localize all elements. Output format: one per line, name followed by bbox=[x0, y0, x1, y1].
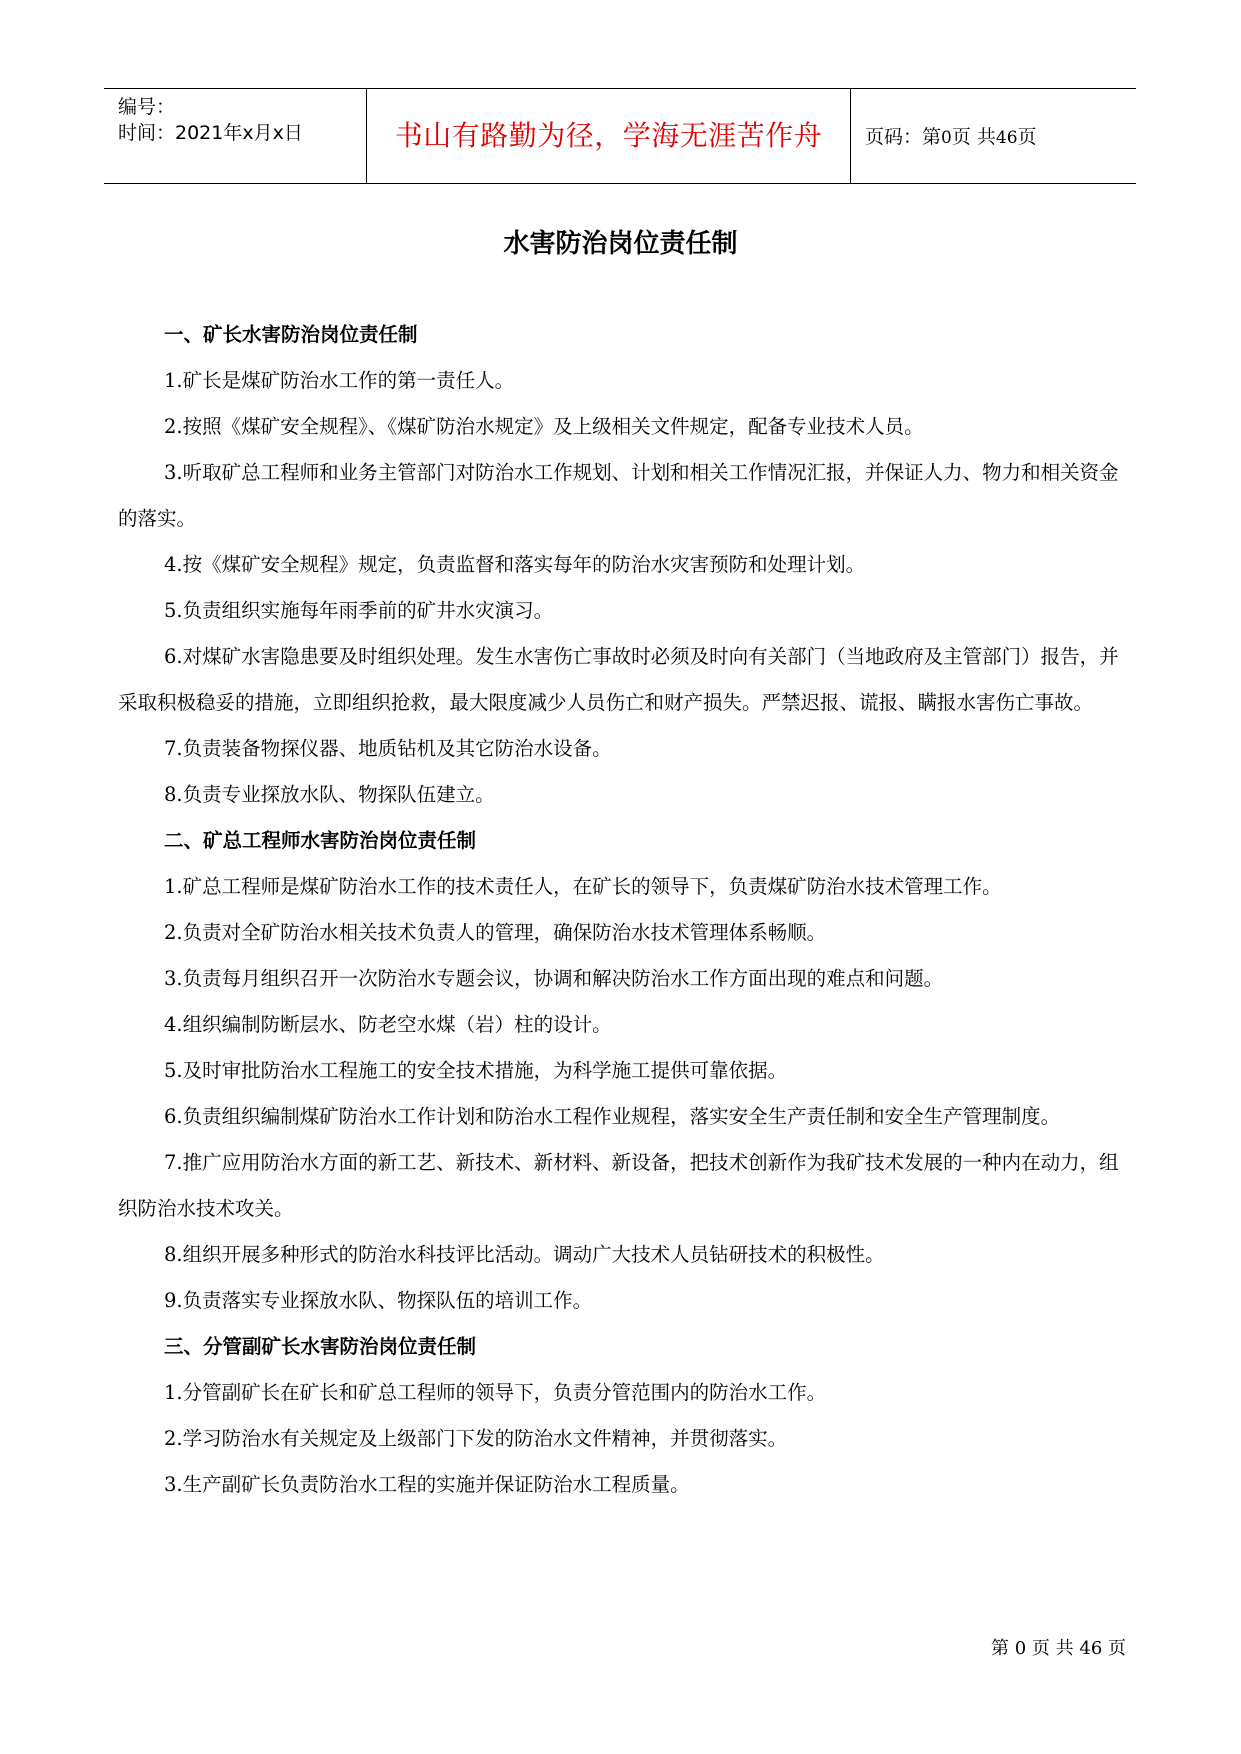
list-item: 1.分管副矿长在矿长和矿总工程师的领导下，负责分管范围内的防治水工作。 bbox=[164, 1381, 827, 1404]
page-header bbox=[104, 88, 1136, 184]
page-mid: 页 共 bbox=[951, 126, 996, 148]
section-heading: 一、矿长水害防治岗位责任制 bbox=[164, 323, 418, 346]
list-item: 3.负责每月组织召开一次防治水专题会议，协调和解决防治水工作方面出现的难点和问题。 bbox=[164, 967, 944, 990]
list-item: 8.组织开展多种形式的防治水科技评比活动。调动广大技术人员钻研技术的积极性。 bbox=[164, 1243, 885, 1266]
page-current: 0 bbox=[941, 128, 952, 148]
list-item: 2.学习防治水有关规定及上级部门下发的防治水文件精神，并贯彻落实。 bbox=[164, 1427, 788, 1450]
list-item: 2.负责对全矿防治水相关技术负责人的管理，确保防治水技术管理体系畅顺。 bbox=[164, 921, 827, 944]
section-heading: 三、分管副矿长水害防治岗位责任制 bbox=[164, 1335, 477, 1358]
doc-time-label: 时间：2021年x月x日 bbox=[118, 122, 303, 144]
list-item: 3.生产副矿长负责防治水工程的实施并保证防治水工程质量。 bbox=[164, 1473, 690, 1496]
page-prefix: 页码：第 bbox=[865, 126, 942, 148]
header-motto-cell bbox=[367, 89, 851, 183]
page-suffix: 页 bbox=[1017, 126, 1037, 148]
header-info-cell bbox=[104, 89, 367, 183]
list-item: 6.负责组织编制煤矿防治水工作计划和防治水工程作业规程，落实安全生产责任制和安全生产管理制度。 bbox=[164, 1105, 1061, 1128]
list-item: 6.对煤矿水害隐患要及时组织处理。发生水害伤亡事故时必须及时向有关部门（当地政府及主管部门）报告，并采取积极稳妥的措施，立即组织抢救，最大限度减少人员伤亡和财产损失。严禁迟报、谎报、瞒报水害伤亡事故。 bbox=[118, 645, 1119, 714]
list-item: 7.负责装备物探仪器、地质钻机及其它防治水设备。 bbox=[164, 737, 612, 760]
list-item: 5.负责组织实施每年雨季前的矿井水灾演习。 bbox=[164, 599, 554, 622]
section-heading: 二、矿总工程师水害防治岗位责任制 bbox=[164, 829, 477, 852]
list-item: 2.按照《煤矿安全规程》、《煤矿防治水规定》及上级相关文件规定，配备专业技术人员。 bbox=[164, 415, 924, 438]
header-page-number bbox=[865, 124, 1037, 151]
header-page-cell bbox=[851, 89, 1136, 183]
list-item: 1.矿长是煤矿防治水工作的第一责任人。 bbox=[164, 369, 515, 392]
list-item: 4.组织编制防断层水、防老空水煤（岩）柱的设计。 bbox=[164, 1013, 612, 1036]
list-item: 9.负责落实专业探放水队、物探队伍的培训工作。 bbox=[164, 1289, 593, 1312]
page-total: 46 bbox=[995, 128, 1018, 148]
header-motto: 书山有路勤为径，学海无涯苦作舟 bbox=[394, 119, 823, 152]
list-item: 4.按《煤矿安全规程》规定，负责监督和落实每年的防治水灾害预防和处理计划。 bbox=[164, 553, 866, 576]
document-body bbox=[118, 312, 1123, 1508]
list-item: 7.推广应用防治水方面的新工艺、新技术、新材料、新设备，把技术创新作为我矿技术发展的一种内在动力，组织防治水技术攻关。 bbox=[118, 1151, 1119, 1220]
list-item: 3.听取矿总工程师和业务主管部门对防治水工作规划、计划和相关工作情况汇报，并保证人力、物力和相关资金的落实。 bbox=[118, 461, 1119, 530]
doc-code-label: 编号： bbox=[118, 96, 176, 118]
document-title: 水害防治岗位责任制 bbox=[503, 229, 738, 259]
list-item: 5.及时审批防治水工程施工的安全技术措施，为科学施工提供可靠依据。 bbox=[164, 1059, 788, 1082]
list-item: 8.负责专业探放水队、物探队伍建立。 bbox=[164, 783, 495, 806]
list-item: 1.矿总工程师是煤矿防治水工作的技术责任人，在矿长的领导下，负责煤矿防治水技术管理工作。 bbox=[164, 875, 1002, 898]
page-footer: 第 0 页 共 46 页 bbox=[991, 1638, 1126, 1659]
